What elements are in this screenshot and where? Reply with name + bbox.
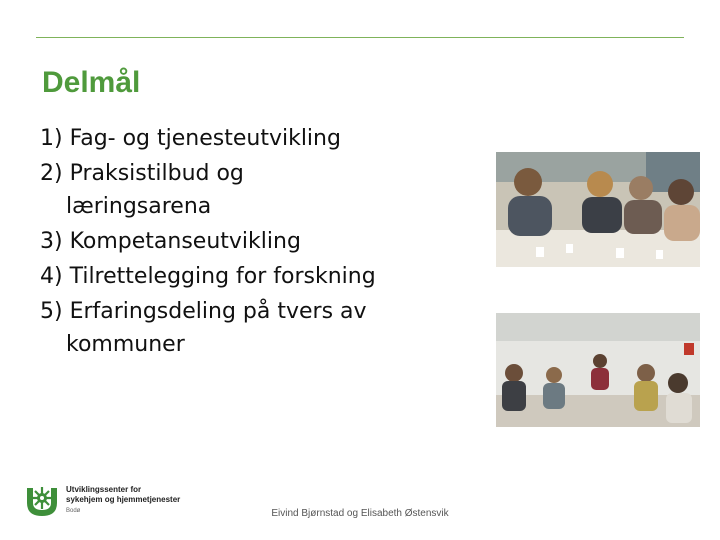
workshop-photo-bottom-image bbox=[496, 313, 700, 427]
list-item-text: 1) Fag- og tjenesteutvikling bbox=[40, 126, 341, 151]
list-item-text: 3) Kompetanseutvikling bbox=[40, 229, 301, 254]
list-item bbox=[40, 157, 480, 223]
logo-place: Bodø bbox=[66, 508, 81, 514]
footer-authors: Eivind Bjørnstad og Elisabeth Østensvik bbox=[271, 508, 449, 519]
top-divider bbox=[36, 37, 684, 38]
logo-line-2: sykehjem og hjemmetjenester bbox=[66, 495, 181, 504]
list-item-text: 5) Erfaringsdeling på tvers av bbox=[40, 299, 367, 324]
list-item-text: 2) Praksistilbud og bbox=[40, 161, 244, 186]
workshop-photo-top-image bbox=[496, 152, 700, 267]
slide-title: Delmål bbox=[42, 66, 141, 99]
list-item-text: 4) Tilrettelegging for forskning bbox=[40, 264, 376, 289]
list-item bbox=[40, 295, 480, 361]
organization-logo bbox=[24, 483, 180, 519]
workshop-photo-top bbox=[496, 152, 700, 267]
list-item-continuation: læringsarena bbox=[66, 194, 212, 219]
list-item-continuation: kommuner bbox=[66, 332, 185, 357]
leaf-emblem-icon bbox=[24, 483, 60, 519]
list-item bbox=[40, 122, 480, 155]
logo-line-1: Utviklingssenter for bbox=[66, 485, 142, 494]
workshop-photo-bottom bbox=[496, 313, 700, 427]
list-item bbox=[40, 260, 480, 293]
goal-list bbox=[40, 122, 480, 363]
list-item bbox=[40, 225, 480, 258]
